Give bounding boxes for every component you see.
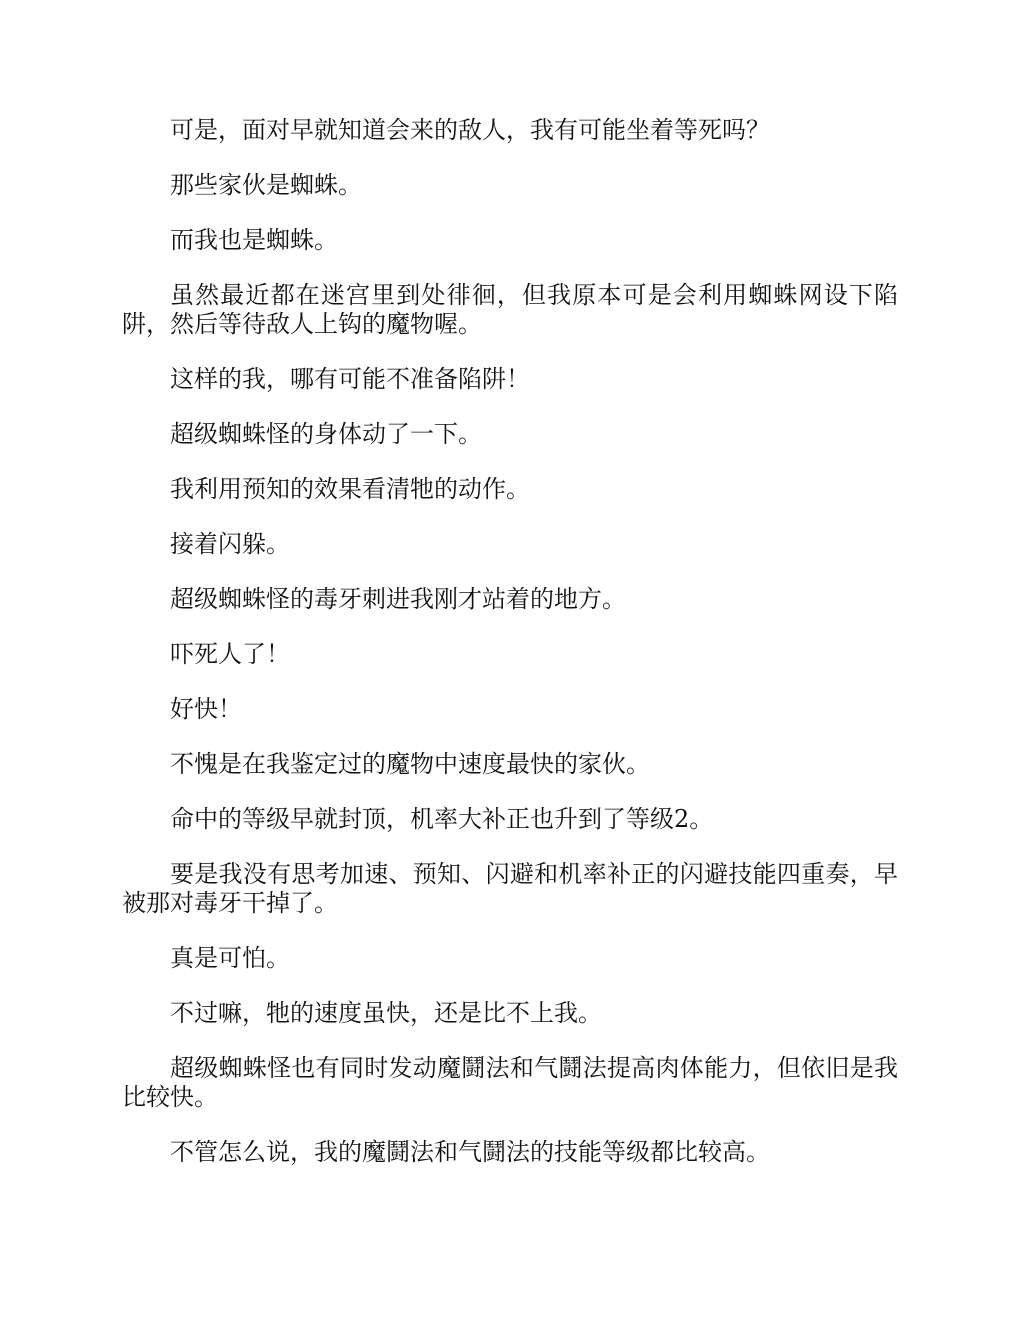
paragraph: 超级蜘蛛怪也有同时发动魔鬪法和气鬪法提高肉体能力，但依旧是我比较快。 [122,1054,898,1111]
paragraph: 我利用预知的效果看清牠的动作。 [170,475,530,503]
paragraph: 那些家伙是蜘蛛。 [170,171,362,199]
paragraph: 不愧是在我鉴定过的魔物中速度最快的家伙。 [170,750,650,778]
paragraph: 不过嘛，牠的速度虽快，还是比不上我。 [170,999,602,1027]
paragraph: 超级蜘蛛怪的身体动了一下。 [170,420,482,448]
paragraph: 不管怎么说，我的魔鬪法和气鬪法的技能等级都比较高。 [170,1138,770,1166]
paragraph: 而我也是蜘蛛。 [170,226,338,254]
paragraph: 接着闪躲。 [170,530,290,558]
document-body [122,116,898,1193]
paragraph: 超级蜘蛛怪的毒牙刺进我刚才站着的地方。 [170,585,626,613]
paragraph: 要是我没有思考加速、预知、闪避和机率补正的闪避技能四重奏，早被那对毒牙干掉了。 [122,860,898,917]
paragraph: 真是可怕。 [170,944,290,972]
paragraph: 吓死人了！ [170,640,290,668]
paragraph: 这样的我，哪有可能不准备陷阱！ [170,365,530,393]
paragraph: 好快！ [170,695,242,723]
paragraph: 虽然最近都在迷宫里到处徘徊，但我原本可是会利用蜘蛛网设下陷阱，然后等待敌人上钩的魔物喔。 [122,281,898,338]
paragraph: 可是，面对早就知道会来的敌人，我有可能坐着等死吗？ [170,116,770,144]
paragraph: 命中的等级早就封顶，机率大补正也升到了等级2。 [170,805,714,833]
